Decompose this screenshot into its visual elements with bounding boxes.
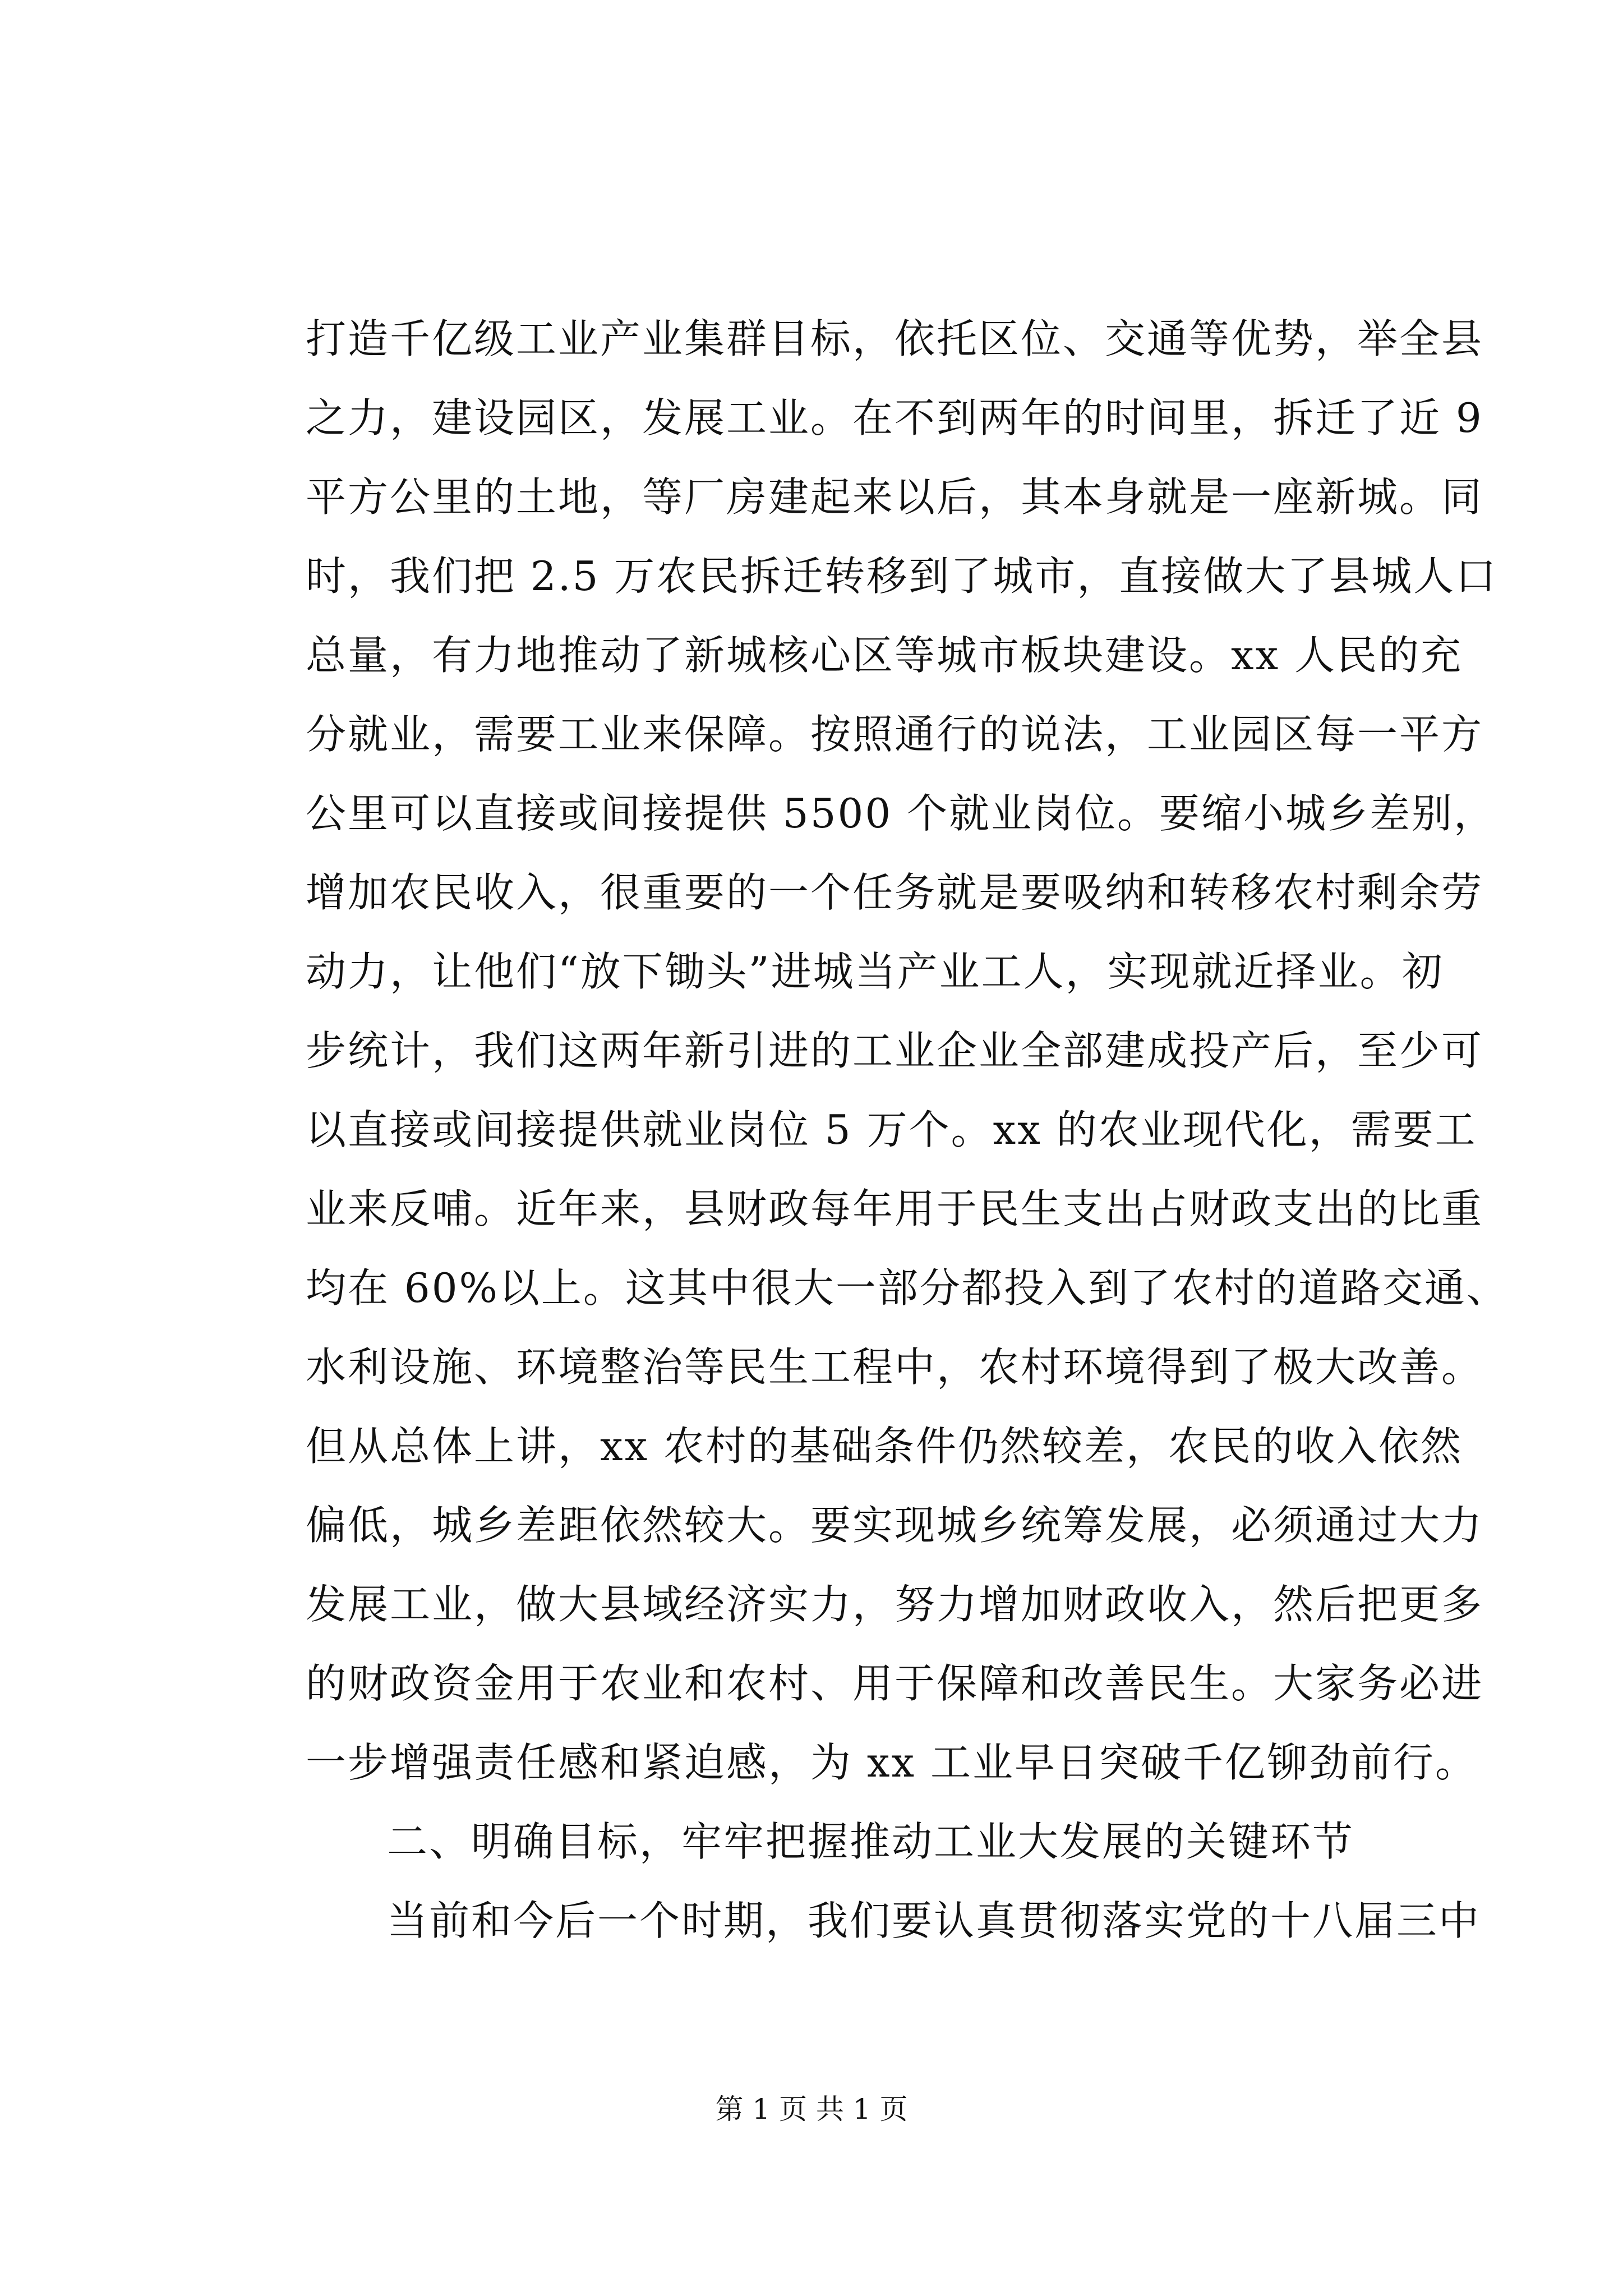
body-text-line: 一步增强责任感和紧迫感，为 xx 工业早日突破千亿铆劲前行。 [306, 1739, 1477, 1786]
body-text-line: 平方公里的土地，等厂房建起来以后，其本身就是一座新城。同 [306, 473, 1484, 521]
body-text-line: 发展工业，做大县域经济实力，努力增加财政收入，然后把更多 [306, 1581, 1484, 1628]
body-text-line: 以直接或间接提供就业岗位 5 万个。xx 的农业现代化，需要工 [306, 1106, 1477, 1153]
body-text-line: 均在 60%以上。这其中很大一部分都投入到了农村的道路交通、 [306, 1264, 1509, 1312]
body-text-line: 分就业，需要工业来保障。按照通行的说法，工业园区每一平方 [306, 711, 1484, 758]
section-heading: 二、明确目标，牢牢把握推动工业大发展的关键环节 [387, 1818, 1355, 1865]
body-text-line: 水利设施、环境整治等民生工程中，农村环境得到了极大改善。 [306, 1343, 1484, 1391]
body-text-line: 但从总体上讲，xx 农村的基础条件仍然较差，农民的收入依然 [306, 1423, 1463, 1470]
body-text-line: 总量，有力地推动了新城核心区等城市板块建设。xx 人民的充 [306, 632, 1463, 679]
body-text-line: 的财政资金用于农业和农村、用于保障和改善民生。大家务必进 [306, 1660, 1484, 1707]
body-text-line: 时，我们把 2.5 万农民拆迁转移到了城市，直接做大了县城人口 [306, 553, 1498, 600]
body-text-line: 增加农民收入，很重要的一个任务就是要吸纳和转移农村剩余劳 [306, 869, 1484, 916]
body-text-line: 公里可以直接或间接提供 5500 个就业岗位。要缩小城乡差别， [306, 790, 1496, 837]
body-text-line: 业来反哺。近年来，县财政每年用于民生支出占财政支出的比重 [306, 1185, 1484, 1232]
page-footer: 第 1 页 共 1 页 [715, 2093, 908, 2125]
body-text-line: 步统计，我们这两年新引进的工业企业全部建成投产后，至少可 [306, 1027, 1484, 1074]
body-text-line: 之力，建设园区，发展工业。在不到两年的时间里，拆迁了近 9 [306, 394, 1483, 441]
body-text-line: 打造千亿级工业产业集群目标，依托区位、交通等优势，举全县 [306, 315, 1484, 362]
body-text-line: 偏低，城乡差距依然较大。要实现城乡统筹发展，必须通过大力 [306, 1502, 1484, 1549]
body-text-line: 动力，让他们“放下锄头”进城当产业工人，实现就近择业。初 [306, 948, 1444, 995]
body-text-line: 当前和今后一个时期，我们要认真贯彻落实党的十八届三中 [387, 1897, 1481, 1944]
